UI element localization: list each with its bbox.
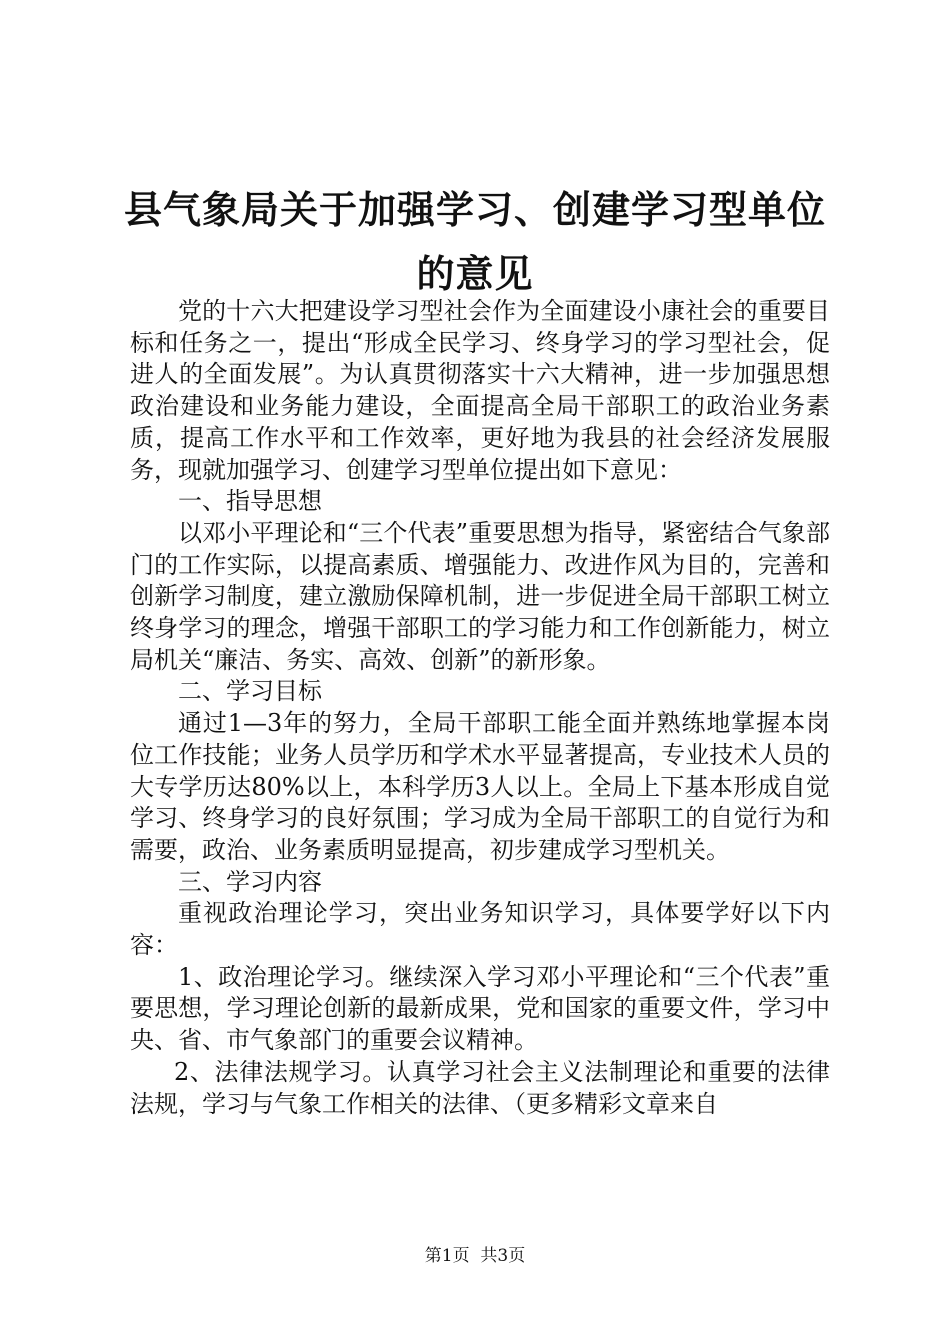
document-body [130, 296, 830, 1120]
page-number: 第1页 [424, 1246, 470, 1266]
guiding-thought-paragraph: 以邓小平理论和“三个代表”重要思想为指导，紧密结合气象部门的工作实际，以提高素质、增强能力、改进作风为目的，完善和创新学习制度，建立激励保障机制，进一步促进全局干部职工树立终身学习的理念，增强干部职工的学习能力和工作创新能力，树立局机关“廉洁、务实、高效、创新”的新形象。 [130, 518, 830, 674]
political-theory-paragraph: 1、政治理论学习。继续深入学习邓小平理论和“三个代表”重要思想，学习理论创新的最新成果，党和国家的重要文件，学习中央、省、市气象部门的重要会议精神。 [130, 962, 830, 1055]
section-heading-learning-goals: 二、学习目标 [178, 677, 322, 706]
page-footer [0, 1244, 950, 1268]
document-title: 县气象局关于加强学习、创建学习型单位的意见 [123, 188, 826, 296]
learning-content-paragraph: 重视政治理论学习，突出业务知识学习，具体要学好以下内容： [130, 899, 830, 960]
section-heading-guiding-thought: 一、指导思想 [178, 487, 322, 516]
section-heading-learning-content: 三、学习内容 [178, 867, 322, 896]
intro-paragraph: 党的十六大把建设学习型社会作为全面建设小康社会的重要目标和任务之一，提出“形成全民学习、终身学习的学习型社会，促进人的全面发展”。为认真贯彻落实十六大精神，进一步加强思想政治建设和业务能力建设，全面提高全局干部职工的政治业务素质，提高工作水平和工作效率，更好地为我县的社会经济发展服务，现就加强学习、创建学习型单位提出如下意见： [130, 297, 830, 484]
laws-regulations-paragraph: 2、法律法规学习。认真学习社会主义法制理论和重要的法律法规，学习与气象工作相关的法律、（更多精彩文章来自 [130, 1057, 830, 1118]
page-total: 共3页 [480, 1246, 526, 1266]
learning-goals-paragraph: 通过1—3年的努力，全局干部职工能全面并熟练地掌握本岗位工作技能；业务人员学历和学术水平显著提高，专业技术人员的大专学历达80%以上，本科学历3人以上。全局上下基本形成自觉学习、终身学习的良好氛围；学习成为全局干部职工的自觉行为和需要，政治、业务素质明显提高，初步建成学习型机关。 [130, 709, 830, 864]
